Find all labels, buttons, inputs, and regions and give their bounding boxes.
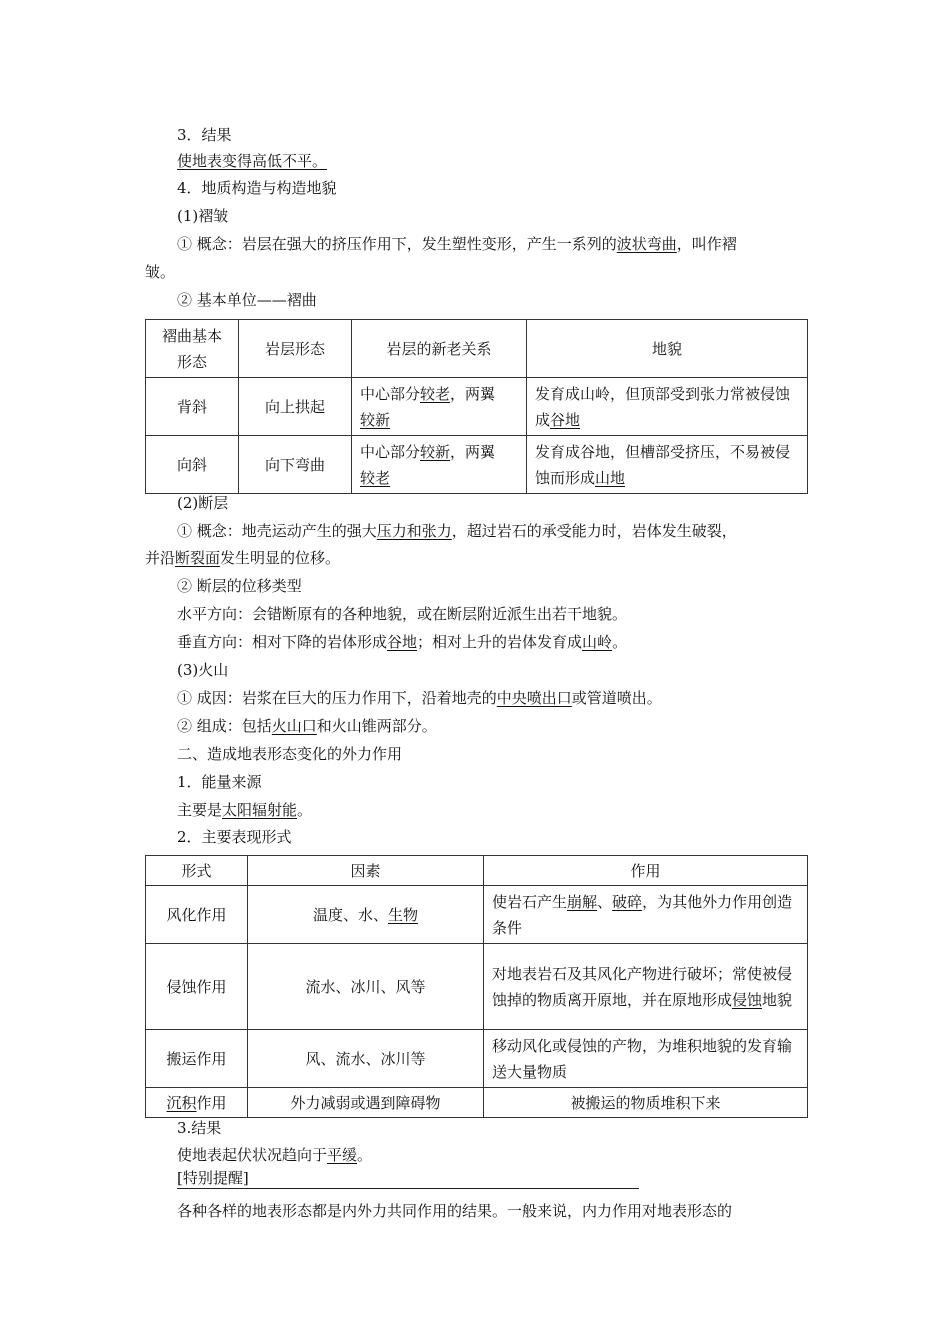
fold-unit: ② 基本单位——褶曲 <box>177 291 317 309</box>
volcano-cause: ① 成因：岩浆在巨大的压力作用下，沿着地壳的中央喷出口或管道喷出。 <box>177 689 662 707</box>
cell-form: 沉积作用 <box>146 1088 248 1118</box>
fault-types: ② 断层的位移类型 <box>177 577 302 595</box>
note-divider <box>177 1188 639 1189</box>
fault-concept-cont: 并沿断裂面发生明显的位移。 <box>145 549 341 567</box>
cell-form: 背斜 <box>146 378 239 436</box>
section3-text: 使地表变得高低不平。 <box>177 152 328 170</box>
table-header-row <box>146 320 808 378</box>
fold-concept: ① 概念：岩层在强大的挤压作用下，发生塑性变形，产生一系列的波状弯曲，叫作褶 <box>177 235 737 253</box>
header-factor: 因素 <box>248 856 484 886</box>
part2-title: 二、造成地表形态变化的外力作用 <box>177 745 403 763</box>
cell-effect: 被搬运的物质堆积下来 <box>484 1088 808 1118</box>
result-text: 使地表起伏状况趋向于平缓。 <box>177 1146 373 1164</box>
volcano-title: (3)火山 <box>177 661 229 679</box>
header-landform: 地貌 <box>527 320 808 378</box>
result-title: 3.结果 <box>177 1119 222 1137</box>
header-rock-age: 岩层的新老关系 <box>352 320 527 378</box>
cell-shape: 向下弯曲 <box>239 436 352 494</box>
fold-title: (1)褶皱 <box>177 207 229 225</box>
cell-form: 侵蚀作用 <box>146 944 248 1030</box>
header-effect: 作用 <box>484 856 808 886</box>
cell-shape: 向上拱起 <box>239 378 352 436</box>
fault-concept: ① 概念：地壳运动产生的强大压力和张力，超过岩石的承受能力时，岩体发生破裂， <box>177 522 737 540</box>
forms-title: 2．主要表现形式 <box>177 828 292 846</box>
energy-title: 1．能量来源 <box>177 773 262 791</box>
cell-landform: 发育成谷地，但槽部受挤压，不易被侵蚀而形成山地 <box>527 436 808 494</box>
cell-age: 中心部分较老，两翼 较新 <box>352 378 527 436</box>
cell-factor: 温度、水、生物 <box>248 886 484 944</box>
fold-concept-cont: 皱。 <box>145 263 176 281</box>
energy-text: 主要是太阳辐射能。 <box>177 801 313 819</box>
cell-effect: 移动风化或侵蚀的产物，为堆积地貌的发育输送大量物质 <box>484 1030 808 1088</box>
cell-form: 向斜 <box>146 436 239 494</box>
table-row <box>146 1030 808 1088</box>
note-label: [特别提醒] <box>177 1169 249 1187</box>
table-header-row <box>146 856 808 886</box>
header-fold-form: 褶曲基本形态 <box>146 320 239 378</box>
table-row <box>146 378 808 436</box>
cell-effect: 对地表岩石及其风化产物进行破坏；常使被侵蚀掉的物质离开原地，并在原地形成侵蚀地貌 <box>484 944 808 1030</box>
note-text: 各种各样的地表形态都是内外力共同作用的结果。一般来说，内力作用对地表形态的 <box>177 1202 733 1220</box>
cell-effect: 使岩石产生崩解、破碎，为其他外力作用创造条件 <box>484 886 808 944</box>
volcano-composition: ② 组成：包括火山口和火山锥两部分。 <box>177 717 437 735</box>
table-row <box>146 1088 808 1118</box>
fault-title: (2)断层 <box>177 494 229 512</box>
header-form: 形式 <box>146 856 248 886</box>
cell-landform: 发育成山岭，但顶部受到张力常被侵蚀成谷地 <box>527 378 808 436</box>
cell-factor: 风、流水、冰川等 <box>248 1030 484 1088</box>
table-row <box>146 436 808 494</box>
fault-horizontal: 水平方向：会错断原有的各种地貌，或在断层附近派生出若干地貌。 <box>177 605 628 623</box>
header-rock-shape: 岩层形态 <box>239 320 352 378</box>
section4-title: 4．地质构造与构造地貌 <box>177 179 337 197</box>
fold-table <box>145 319 808 494</box>
cell-factor: 流水、冰川、风等 <box>248 944 484 1030</box>
cell-age: 中心部分较新，两翼 较老 <box>352 436 527 494</box>
external-forces-table <box>145 855 808 1118</box>
table-row <box>146 886 808 944</box>
section3-title: 3．结果 <box>177 126 232 144</box>
cell-factor: 外力减弱或遇到障碍物 <box>248 1088 484 1118</box>
fault-vertical: 垂直方向：相对下降的岩体形成谷地；相对上升的岩体发育成山岭。 <box>177 633 628 651</box>
cell-form: 风化作用 <box>146 886 248 944</box>
cell-form: 搬运作用 <box>146 1030 248 1088</box>
table-row <box>146 944 808 1030</box>
